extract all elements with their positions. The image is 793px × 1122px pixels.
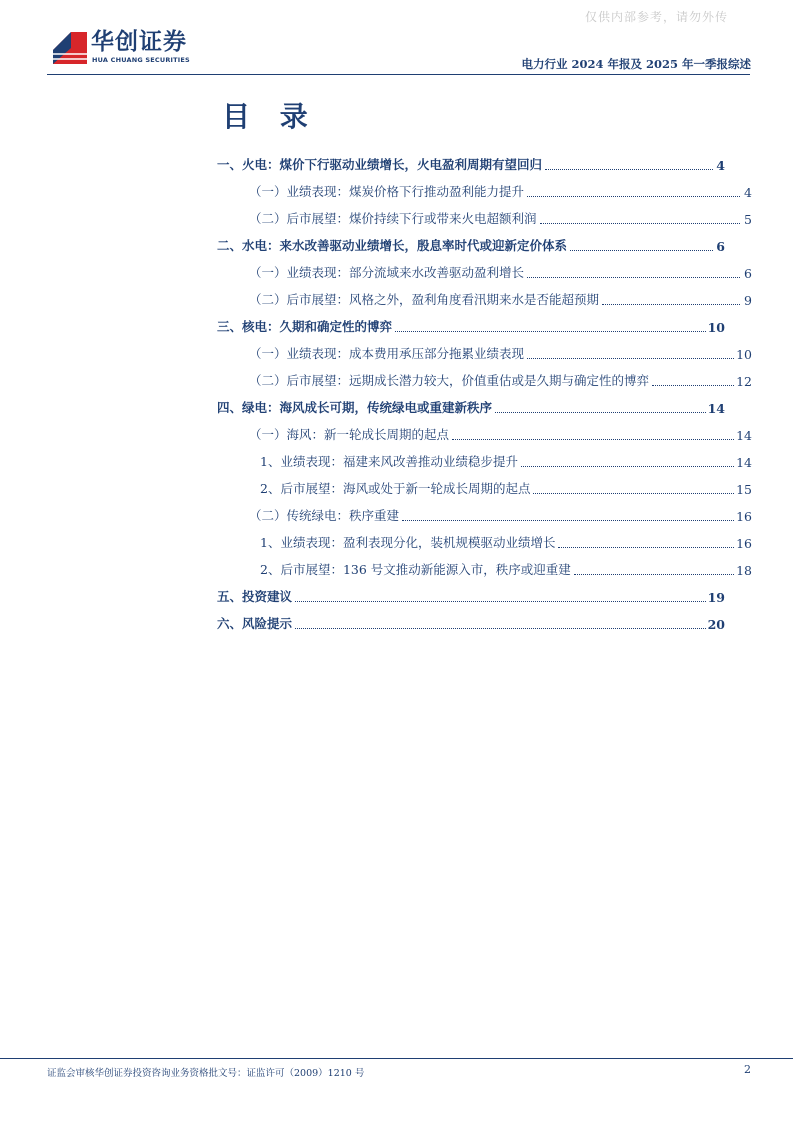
toc-entry-label: 1、业绩表现：福建来风改善推动业绩稳步提升 [260, 454, 518, 469]
toc-leader-dots [652, 385, 734, 386]
toc-entry[interactable] [249, 427, 752, 443]
toc-entry[interactable] [217, 157, 725, 173]
toc-entry[interactable] [217, 319, 725, 335]
company-logo [51, 28, 211, 68]
footer-divider [0, 1058, 793, 1059]
toc-leader-dots [570, 250, 713, 251]
toc-entry-label: （二）后市展望：煤价持续下行或带来火电超额利润 [249, 211, 537, 226]
toc-entry-label: 五、投资建议 [217, 589, 293, 604]
toc-entry-label: （一）业绩表现：部分流域来水改善驱动盈利增长 [249, 265, 525, 280]
toc-entry-page: 16 [736, 509, 752, 524]
toc-entry-label: 2、后市展望：136 号文推动新能源入市，秩序或迎重建 [260, 562, 571, 577]
toc-title: 目 录 [222, 100, 318, 133]
toc-entry-label: 六、风险提示 [217, 616, 293, 631]
toc-entry[interactable] [249, 346, 752, 362]
toc-entry-page: 10 [707, 320, 725, 335]
toc-entry-label: （一）海风：新一轮成长周期的起点 [249, 427, 450, 442]
toc-entry-label: 三、核电：久期和确定性的博弈 [217, 319, 393, 334]
toc-entry-page: 6 [716, 239, 725, 254]
toc-leader-dots [527, 277, 740, 278]
toc-entry[interactable] [249, 211, 752, 227]
toc-entry[interactable] [217, 400, 725, 416]
footer-disclaimer: 证监会审核华创证券投资咨询业务资格批文号：证监许可（2009）1210 号 [47, 1068, 365, 1079]
toc-entry[interactable] [217, 616, 725, 632]
toc-leader-dots [574, 574, 734, 575]
toc-entry[interactable] [249, 265, 752, 281]
toc-entry[interactable] [260, 454, 752, 470]
toc-leader-dots [495, 412, 706, 413]
toc-entry-page: 14 [736, 455, 752, 470]
toc-entry-label: （二）后市展望：远期成长潜力较大，价值重估或是久期与确定性的博弈 [249, 373, 650, 388]
toc-leader-dots [521, 466, 734, 467]
toc-entry[interactable] [249, 292, 752, 308]
toc-entry-page: 12 [736, 374, 752, 389]
toc-entry-label: 一、火电：煤价下行驱动业绩增长，火电盈利周期有望回归 [217, 157, 543, 172]
toc-entry-label: 四、绿电：海风成长可期，传统绿电或重建新秩序 [217, 400, 493, 415]
watermark: 仅供内部参考，请勿外传 [585, 10, 729, 24]
toc-entry-page: 4 [744, 185, 752, 200]
toc-entry-page: 5 [744, 212, 752, 227]
toc-leader-dots [452, 439, 734, 440]
toc-entry-page: 18 [736, 563, 752, 578]
toc-entry-label: 1、业绩表现：盈利表现分化，装机规模驱动业绩增长 [260, 535, 556, 550]
toc-leader-dots [540, 223, 740, 224]
toc-entry-page: 19 [707, 590, 725, 605]
toc-leader-dots [545, 169, 713, 170]
toc-leader-dots [533, 493, 734, 494]
toc-entry-label: 2、后市展望：海风或处于新一轮成长周期的起点 [260, 481, 531, 496]
toc-leader-dots [395, 331, 706, 332]
toc-entry[interactable] [249, 373, 752, 389]
toc-leader-dots [402, 520, 734, 521]
toc-entry-page: 20 [707, 617, 725, 632]
toc-entry-page: 14 [736, 428, 752, 443]
toc-entry-page: 9 [744, 293, 752, 308]
toc-leader-dots [602, 304, 740, 305]
toc-entry-page: 15 [736, 482, 752, 497]
toc-entry-page: 14 [707, 401, 725, 416]
toc-entry[interactable] [217, 589, 725, 605]
toc-entry-label: （二）传统绿电：秩序重建 [249, 508, 400, 523]
toc-entry-label: （二）后市展望：风格之外，盈利角度看汛期来水是否能超预期 [249, 292, 600, 307]
logo-name-cn: 华创证券 [91, 29, 187, 55]
toc-entry-page: 16 [736, 536, 752, 551]
toc-entry[interactable] [260, 481, 752, 497]
logo-name-en: HUA CHUANG SECURITIES [92, 56, 190, 64]
report-title: 电力行业 2024 年报及 2025 年一季报综述 [521, 57, 751, 71]
toc-leader-dots [295, 628, 706, 629]
toc-entry[interactable] [260, 535, 752, 551]
toc-entry-page: 6 [744, 266, 752, 281]
toc-leader-dots [527, 358, 734, 359]
toc-entry[interactable] [217, 238, 725, 254]
toc-entry-label: （一）业绩表现：煤炭价格下行推动盈利能力提升 [249, 184, 525, 199]
toc-entry[interactable] [249, 184, 752, 200]
toc-entry-label: 二、水电：来水改善驱动业绩增长，殷息率时代或迎新定价体系 [217, 238, 568, 253]
toc-leader-dots [558, 547, 734, 548]
toc-entry[interactable] [249, 508, 752, 524]
toc-entry-page: 4 [716, 158, 725, 173]
toc-entry-page: 10 [736, 347, 752, 362]
toc-leader-dots [295, 601, 706, 602]
page-number: 2 [744, 1063, 751, 1076]
logo-mark-icon [51, 28, 89, 66]
toc-entry[interactable] [260, 562, 752, 578]
toc-entry-label: （一）业绩表现：成本费用承压部分拖累业绩表现 [249, 346, 525, 361]
toc-leader-dots [527, 196, 740, 197]
header-divider [47, 74, 750, 75]
